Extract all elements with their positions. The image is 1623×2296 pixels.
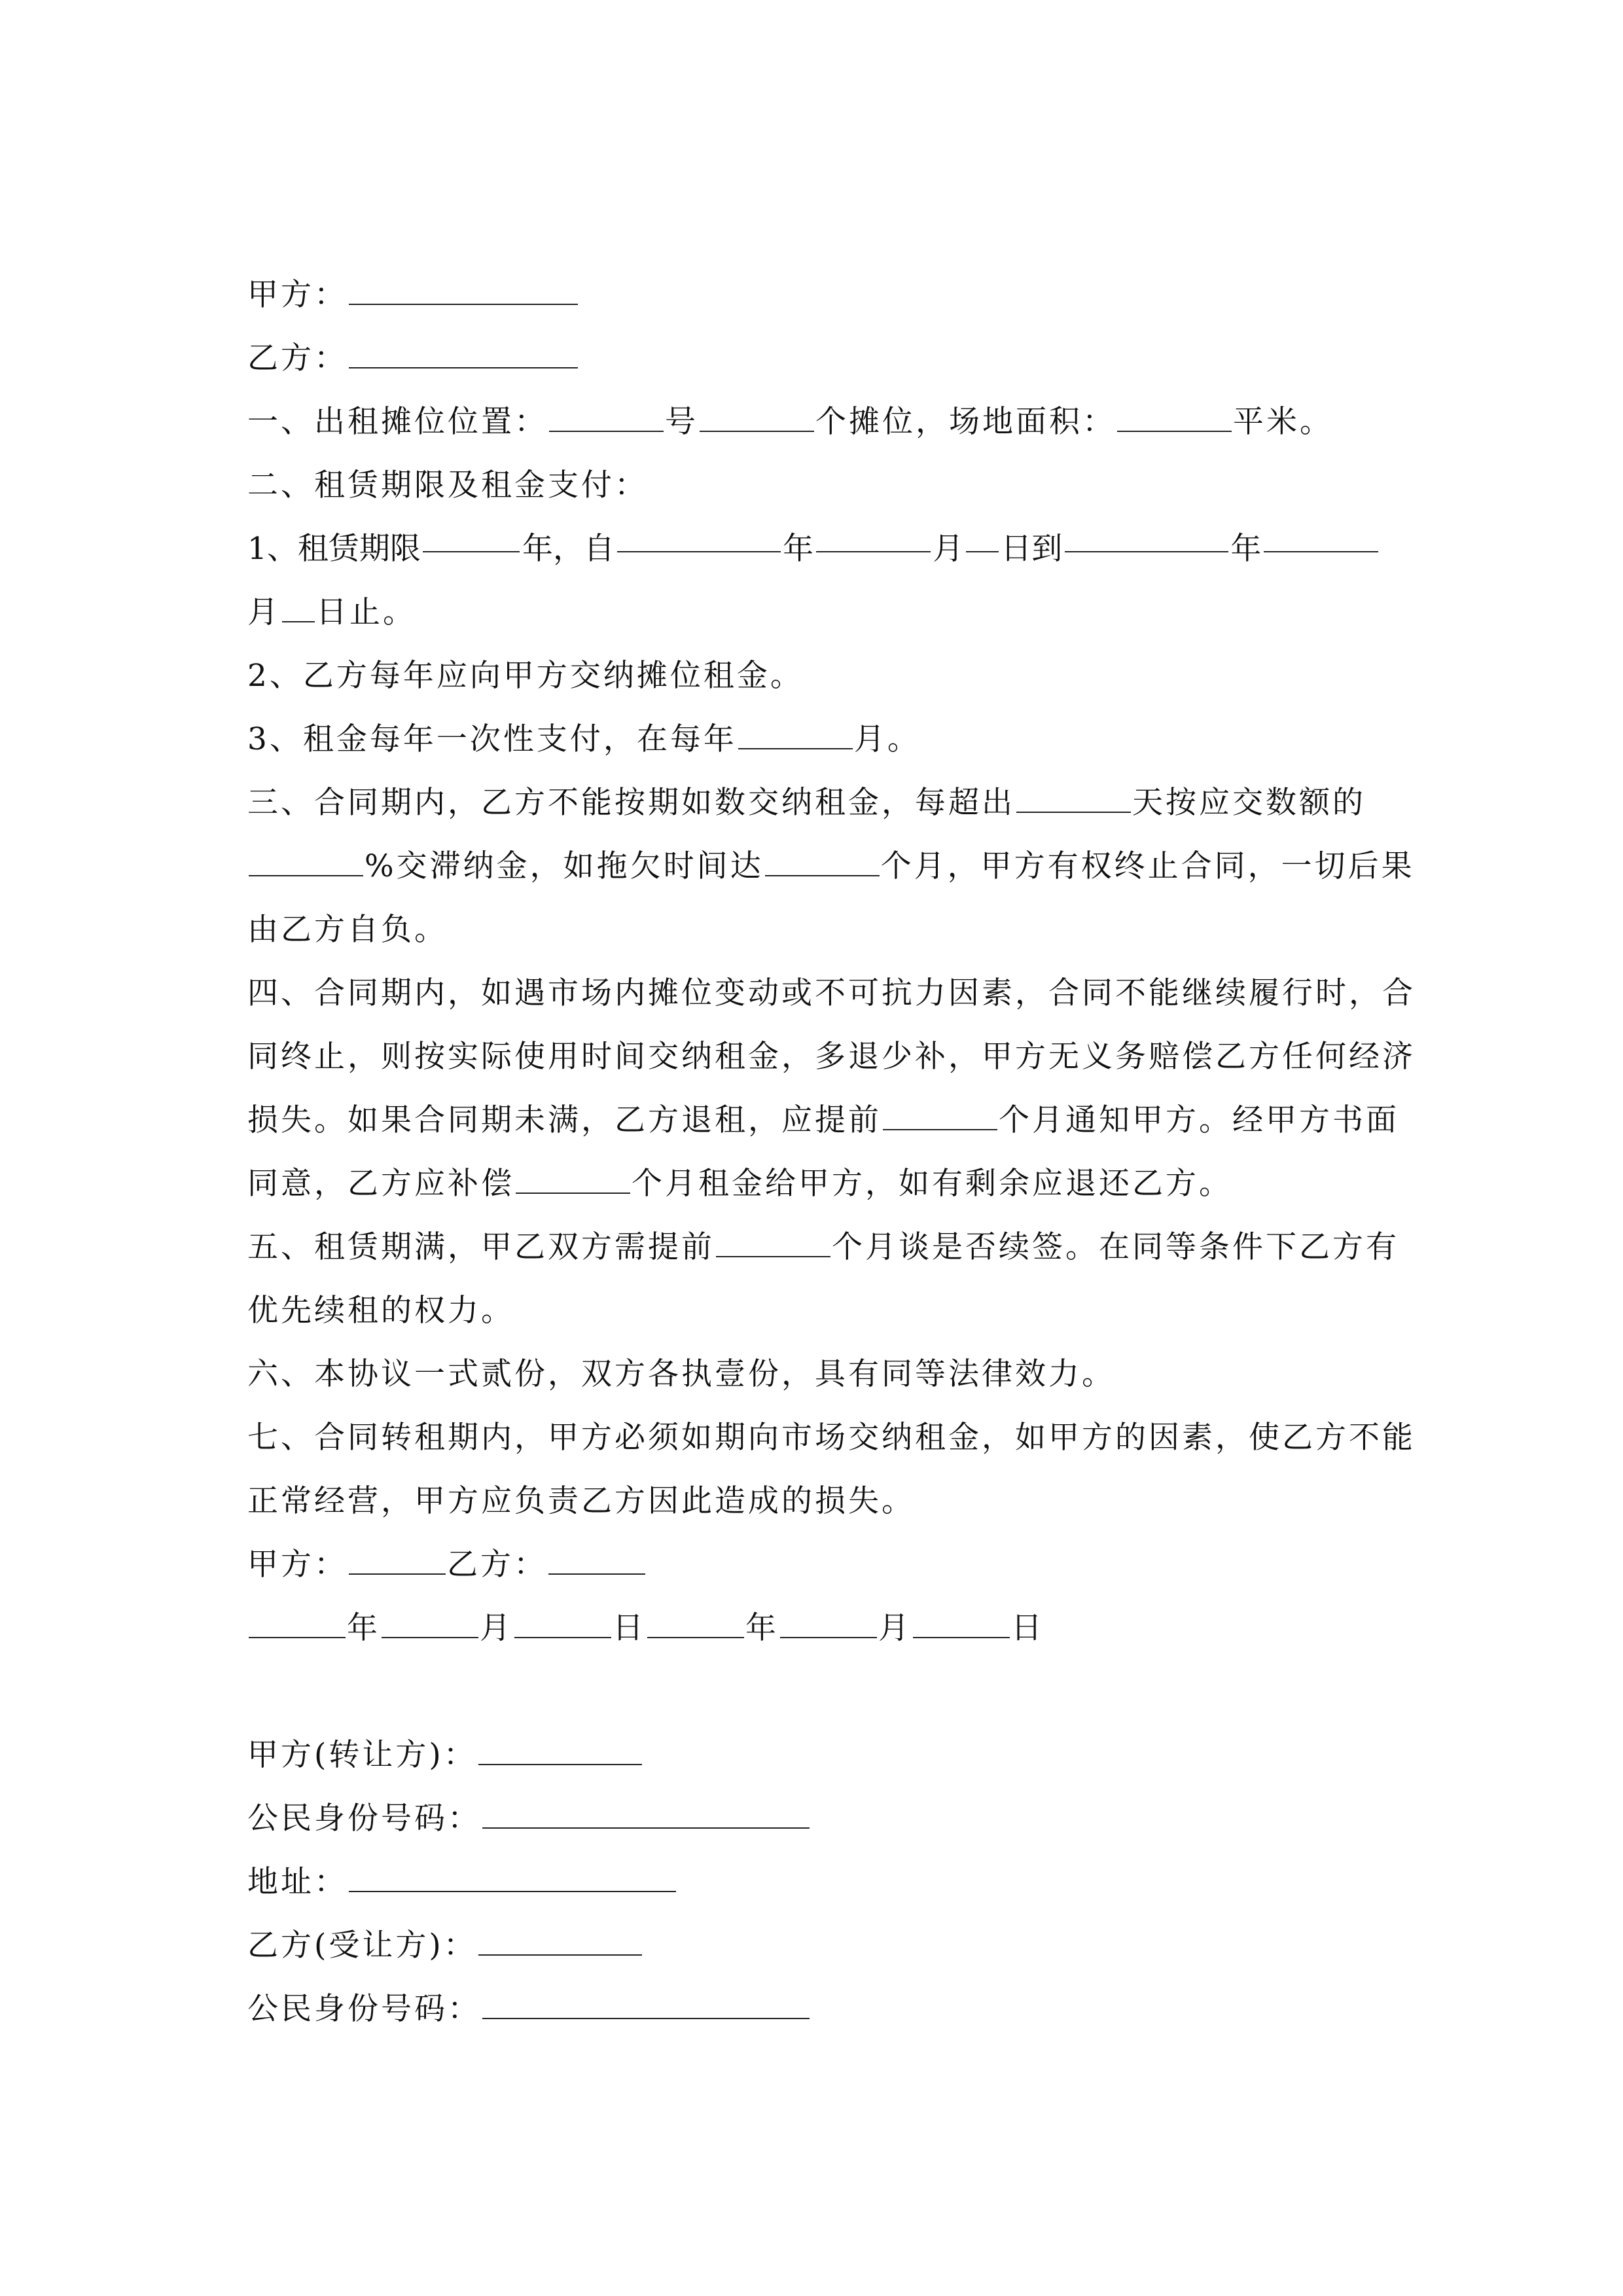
address-line	[247, 1850, 1380, 1914]
clause-3-part-4: 个月，甲方有权终止合同，一切后果	[880, 848, 1415, 884]
sign-year-b-unit: 年	[745, 1610, 779, 1646]
notice-months-blank[interactable]	[883, 1095, 997, 1130]
clause-2-item-2	[247, 644, 1380, 708]
renewal-notice-blank[interactable]	[716, 1222, 830, 1257]
clause-3-part-2: 天按应交数额的	[1132, 785, 1366, 821]
sign-day-a-unit: 日	[613, 1610, 646, 1646]
sign-day-a-blank[interactable]	[514, 1603, 611, 1638]
signature-date-line	[247, 1596, 1380, 1660]
signature-party-b-label: 乙方：	[447, 1547, 547, 1583]
end-month-blank[interactable]	[1264, 517, 1378, 552]
start-day-blank[interactable]	[966, 517, 999, 552]
clause-2-item-1-line-2	[247, 581, 1380, 644]
transferor-id-line	[247, 1787, 1380, 1850]
transferee-id-blank[interactable]	[482, 1984, 810, 2019]
sign-month-a-blank[interactable]	[382, 1603, 478, 1638]
sign-month-a-unit: 月	[480, 1610, 513, 1646]
start-month-blank[interactable]	[816, 517, 931, 552]
contract-document	[247, 263, 1416, 2041]
clause-7-line-2	[247, 1469, 1380, 1533]
transferor-id-blank[interactable]	[482, 1793, 810, 1829]
compensation-months-blank[interactable]	[516, 1158, 630, 1194]
clause-3-part-5: 由乙方自负。	[247, 912, 448, 948]
lease-years-blank[interactable]	[423, 517, 520, 552]
clause-1-prefix: 一、出租摊位位置：	[247, 404, 548, 440]
sign-month-b-unit: 月	[878, 1610, 912, 1646]
late-fee-percent-blank[interactable]	[249, 841, 363, 876]
clause-6-text: 六、本协议一式贰份，双方各执壹份，具有同等法律效力。	[247, 1356, 1115, 1392]
end-day-unit: 日止。	[316, 594, 416, 630]
sign-month-b-blank[interactable]	[780, 1603, 877, 1638]
clause-4-line-4	[247, 1152, 1380, 1215]
clause-2-item-3	[247, 708, 1380, 771]
lease-term-label: 1、租赁期限	[247, 531, 421, 567]
clause-4-text-2: 同终止，则按实际使用时间交纳租金，多退少补，甲方无义务赔偿乙方任何经济	[247, 1039, 1416, 1075]
clause-1-location	[247, 390, 1380, 454]
transferee-blank[interactable]	[478, 1920, 642, 1956]
start-year-blank[interactable]	[617, 517, 781, 552]
clause-1-number-unit: 号	[665, 404, 698, 440]
end-year-unit: 年	[1230, 531, 1262, 567]
stall-count-blank[interactable]	[700, 397, 814, 432]
address-label: 地址：	[247, 1864, 348, 1900]
sign-year-b-blank[interactable]	[647, 1603, 744, 1638]
clause-5-text-1a: 五、租赁期满，甲乙双方需提前	[247, 1229, 715, 1265]
clause-4-text-3b: 个月通知甲方。经甲方书面	[999, 1102, 1399, 1138]
stall-number-blank[interactable]	[549, 397, 664, 432]
address-blank[interactable]	[349, 1857, 676, 1892]
area-blank[interactable]	[1117, 397, 1232, 432]
payment-month-blank[interactable]	[738, 714, 853, 749]
transferor-id-label: 公民身份号码：	[247, 1801, 481, 1837]
transferee-id-line	[247, 1977, 1380, 2041]
start-day-unit: 日到	[1001, 531, 1063, 567]
clause-7-text-1: 七、合同转租期内，甲方必须如期向市场交纳租金，如甲方的因素，使乙方不能	[247, 1420, 1416, 1456]
clause-2-item-2-text: 2、乙方每年应向甲方交纳摊位租金。	[247, 658, 804, 694]
party-a-label: 甲方：	[247, 277, 348, 313]
sign-day-b-unit: 日	[1011, 1610, 1044, 1646]
end-day-blank[interactable]	[282, 587, 315, 622]
clause-4-text-1: 四、合同期内，如遇市场内摊位变动或不可抗力因素，合同不能继续履行时，合	[247, 975, 1416, 1011]
party-a-blank[interactable]	[349, 270, 578, 305]
clause-3-line-1	[247, 771, 1380, 834]
transferee-id-label: 公民身份号码：	[247, 1991, 481, 2027]
clause-4-text-3a: 损失。如果合同期未满，乙方退租，应提前	[247, 1102, 882, 1138]
signature-party-a-label: 甲方：	[247, 1547, 348, 1583]
end-year-blank[interactable]	[1065, 517, 1228, 552]
transferee-label: 乙方(受让方)：	[247, 1928, 477, 1964]
clause-5-text-2: 优先续租的权力。	[247, 1293, 514, 1329]
clause-2-title	[247, 454, 1380, 517]
clause-2-item-1-line-1	[247, 517, 1380, 581]
clause-3-line-3	[247, 898, 1380, 961]
sign-year-a-unit: 年	[347, 1610, 380, 1646]
transferee-line	[247, 1914, 1380, 1977]
start-year-unit: 年	[783, 531, 814, 567]
clause-1-area-unit: 平米。	[1233, 404, 1333, 440]
clause-4-line-3	[247, 1088, 1399, 1152]
signature-parties-line	[247, 1533, 1380, 1596]
clause-6-line-1	[247, 1342, 1380, 1406]
party-b-label: 乙方：	[247, 340, 348, 376]
clause-4-line-1	[247, 961, 1416, 1025]
start-month-unit: 月	[933, 531, 964, 567]
clause-4-text-4a: 同意，乙方应补偿	[247, 1166, 514, 1202]
clause-4-text-4b: 个月租金给甲方，如有剩余应退还乙方。	[632, 1166, 1232, 1202]
clause-7-line-1	[247, 1406, 1416, 1469]
clause-4-line-2	[247, 1025, 1416, 1088]
sign-day-b-blank[interactable]	[913, 1603, 1010, 1638]
clause-3-part-3: %交滞纳金，如拖欠时间达	[365, 848, 764, 884]
end-month-unit: 月	[247, 594, 281, 630]
clause-5-line-2	[247, 1279, 1380, 1342]
transferor-line	[247, 1723, 1380, 1787]
clause-5-line-1	[247, 1215, 1399, 1279]
party-b-blank[interactable]	[349, 333, 578, 368]
signature-party-a-blank[interactable]	[349, 1539, 446, 1575]
transferor-label: 甲方(转让方)：	[247, 1737, 477, 1773]
clause-2-item-3-prefix: 3、租金每年一次性支付，在每年	[247, 721, 737, 757]
arrears-months-blank[interactable]	[765, 841, 880, 876]
clause-5-text-1b: 个月谈是否续签。在同等条件下乙方有	[832, 1229, 1399, 1265]
clause-3-line-2	[247, 834, 1415, 898]
clause-1-count-unit: 个摊位，场地面积：	[815, 404, 1116, 440]
overdue-days-blank[interactable]	[1016, 778, 1131, 813]
clause-7-text-2: 正常经营，甲方应负责乙方因此造成的损失。	[247, 1483, 915, 1519]
clause-3-part-1: 三、合同期内，乙方不能按期如数交纳租金，每超出	[247, 785, 1015, 821]
signature-party-b-blank[interactable]	[548, 1539, 645, 1575]
party-b-line	[247, 327, 1380, 390]
sign-year-a-blank[interactable]	[249, 1603, 346, 1638]
section-spacer	[247, 1660, 1380, 1723]
clause-2-item-3-suffix: 月。	[853, 721, 921, 757]
clause-2-title-text: 二、租赁期限及租金支付：	[247, 467, 648, 503]
transferor-blank[interactable]	[478, 1730, 642, 1765]
party-a-line	[247, 263, 1380, 327]
lease-years-unit: 年，自	[522, 531, 615, 567]
